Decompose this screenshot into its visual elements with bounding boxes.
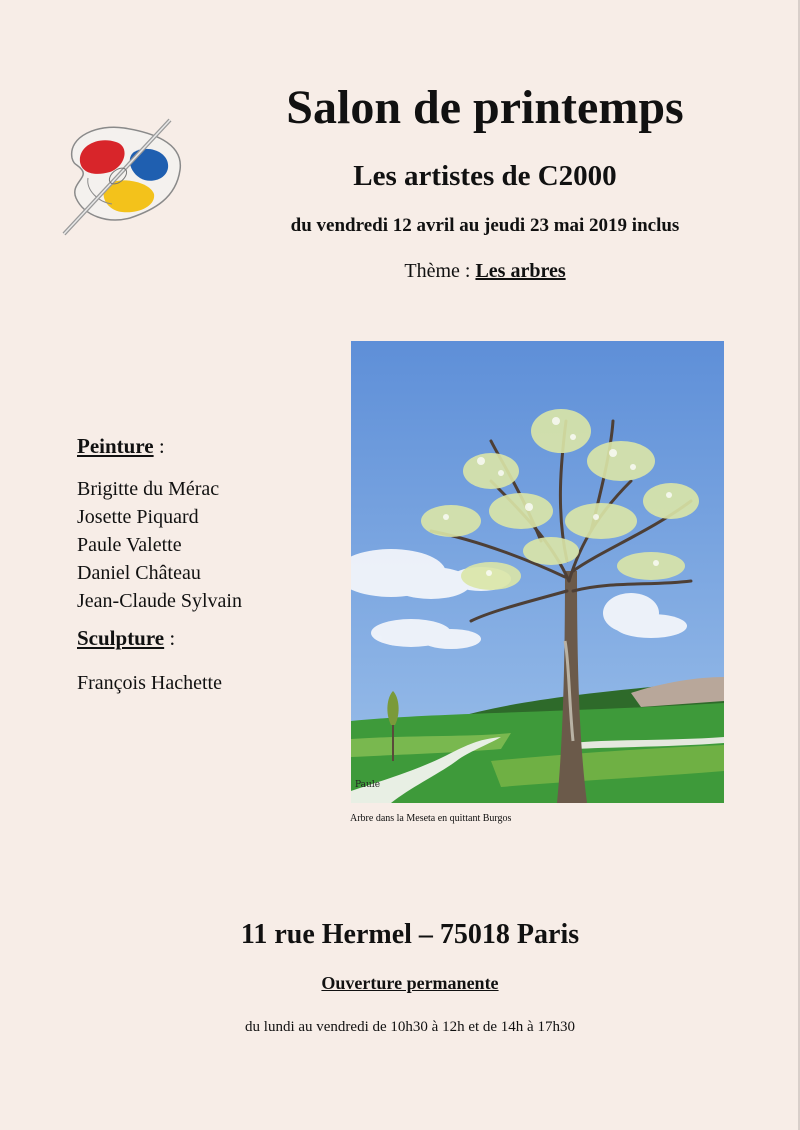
artists-section bbox=[77, 432, 337, 706]
list-item: Brigitte du Mérac bbox=[77, 478, 220, 500]
opening-hours: du lundi au vendredi de 10h30 à 12h et de 14h à 17h30 bbox=[245, 1019, 575, 1035]
venue-address: 11 rue Hermel – 75018 Paris bbox=[240, 919, 580, 950]
painting-signature: Paule bbox=[355, 780, 381, 790]
sculpture-heading bbox=[77, 624, 337, 652]
painting-caption: Arbre dans la Meseta en quittant Burgos bbox=[350, 813, 512, 824]
palette-icon bbox=[58, 118, 188, 240]
list-item: Daniel Château bbox=[77, 562, 201, 584]
list-item: Josette Piquard bbox=[77, 506, 199, 528]
exhibition-dates: du vendredi 12 avril au jeudi 23 mai 2019 inclus bbox=[290, 215, 680, 236]
sculpture-heading-colon: : bbox=[169, 626, 176, 650]
list-item: Jean-Claude Sylvain bbox=[77, 590, 242, 612]
opening-label: Ouverture permanente bbox=[321, 973, 499, 993]
poster-subtitle: Les artistes de C2000 bbox=[353, 160, 617, 192]
list-item: Paule Valette bbox=[77, 534, 182, 556]
painting-heading-label: Peinture bbox=[77, 434, 154, 458]
list-item: François Hachette bbox=[77, 672, 222, 694]
painting-artist-list bbox=[77, 475, 337, 615]
poster-title: Salon de printemps bbox=[286, 81, 684, 134]
sculpture-artist-list bbox=[77, 669, 337, 697]
sculpture-heading-label: Sculpture bbox=[77, 626, 165, 650]
painting-heading-colon: : bbox=[158, 434, 165, 458]
tree-painting bbox=[351, 341, 724, 803]
theme-value: Les arbres bbox=[475, 260, 566, 282]
theme-label: Thème : bbox=[404, 260, 471, 282]
painting-heading bbox=[77, 432, 337, 460]
theme-line bbox=[200, 258, 770, 284]
